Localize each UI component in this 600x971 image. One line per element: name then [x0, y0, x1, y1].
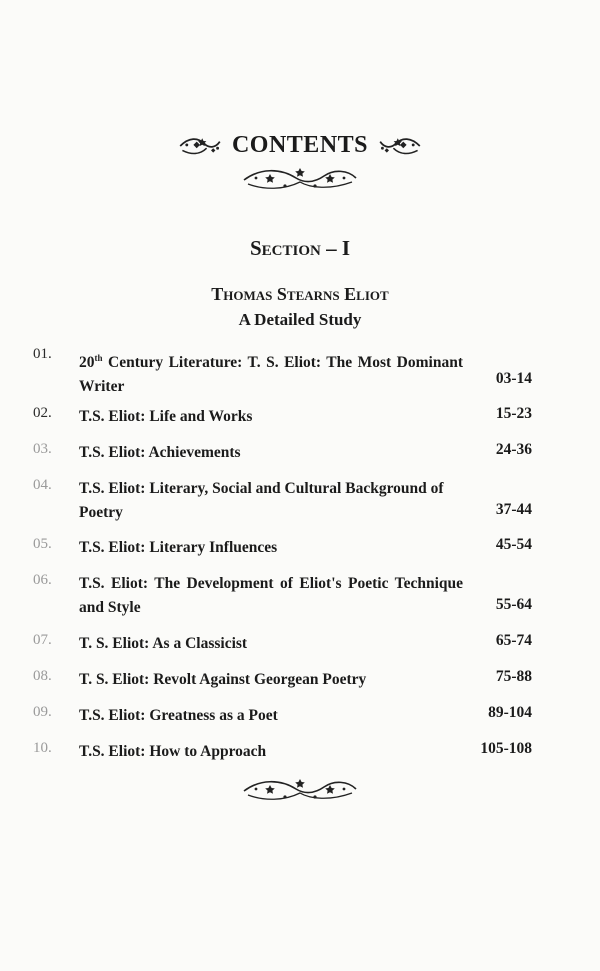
- entry-number: 08.: [33, 668, 52, 684]
- entry-number: 09.: [33, 704, 52, 720]
- flourish-right-icon: [378, 135, 422, 157]
- entry-title: T.S. Eliot: Literary, Social and Cultural Background of Poetry: [79, 480, 444, 521]
- entry-number: 06.: [33, 572, 52, 588]
- entry-pages: 37-44: [495, 501, 532, 518]
- ornament-divider-bottom-icon: [238, 775, 362, 805]
- entry-pages: 75-88: [495, 668, 532, 685]
- contents-heading-row: [0, 132, 600, 159]
- entry-pages: 55-64: [495, 596, 532, 613]
- entry-title: 20th Century Literature: T. S. Eliot: The Most Dominant Writer: [79, 353, 463, 396]
- entry-number: 02.: [33, 405, 52, 421]
- entry-title: T.S. Eliot: Literary Influences: [79, 539, 278, 556]
- entry-title: T.S. Eliot: Life and Works: [79, 408, 253, 425]
- entry-pages: 15-23: [495, 405, 532, 422]
- entry-pages: 65-74: [495, 632, 532, 649]
- page-title: CONTENTS: [231, 132, 369, 158]
- entry-title: T. S. Eliot: As a Classicist: [79, 635, 248, 652]
- entry-number: 03.: [33, 441, 52, 457]
- subtitle-study: A Detailed Study: [238, 310, 362, 329]
- entry-title: T.S. Eliot: The Development of Eliot's Poetic Technique and Style: [79, 575, 463, 616]
- entry-pages: 89-104: [488, 704, 532, 721]
- entry-title: T. S. Eliot: Revolt Against Georgean Poetry: [79, 671, 367, 688]
- entry-title: T.S. Eliot: Achievements: [79, 444, 241, 461]
- entry-title: T.S. Eliot: How to Approach: [79, 743, 267, 760]
- entry-number: 05.: [33, 536, 52, 552]
- entry-number: 04.: [33, 477, 52, 493]
- subtitle-author: Thomas Stearns Eliot: [211, 284, 389, 304]
- entry-pages: 03-14: [495, 370, 532, 387]
- entry-number: 10.: [33, 740, 52, 756]
- ornament-divider-top-icon: [238, 164, 362, 194]
- entry-number: 01.: [33, 346, 52, 362]
- entry-pages: 105-108: [480, 740, 532, 757]
- entry-pages: 45-54: [495, 536, 532, 553]
- section-heading: Section – I: [249, 236, 351, 260]
- entry-number: 07.: [33, 632, 52, 648]
- entry-title: T.S. Eliot: Greatness as a Poet: [79, 707, 278, 724]
- flourish-left-icon: [178, 135, 222, 157]
- entry-pages: 24-36: [495, 441, 532, 458]
